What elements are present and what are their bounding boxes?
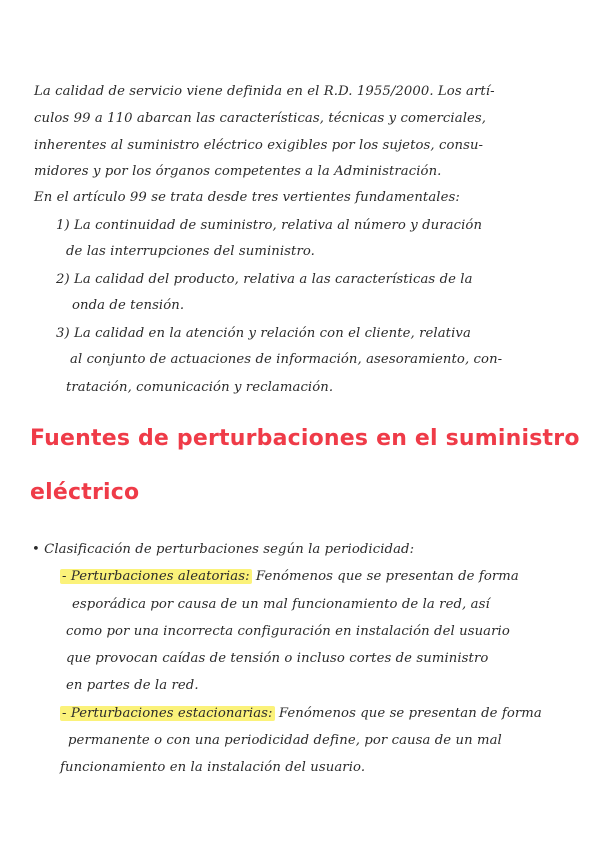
point-2-line-1: 2) La calidad del producto, relativa a las características de la [56, 272, 473, 287]
point-3-line-3: tratación, comunicación y reclamación. [66, 380, 334, 395]
estacionarias-definition-start: Fenómenos que se presentan de forma [274, 706, 542, 721]
section-title-line-1: Fuentes de perturbaciones en el suministro [30, 426, 580, 451]
point-3-line-1: 3) La calidad en la atención y relación con el cliente, relativa [56, 326, 471, 341]
intro-line-2: culos 99 a 110 abarcan las características, técnicas y comerciales, [34, 111, 487, 126]
aleatorias-line-5: en partes de la red. [66, 678, 199, 693]
point-1-line-2: de las interrupciones del suministro. [66, 244, 315, 259]
estacionarias-line-3: funcionamiento en la instalación del usuario. [60, 760, 366, 775]
estacionarias-line-2: permanente o con una periodicidad define, por causa de un mal [68, 733, 502, 748]
section-title-line-2: eléctrico [30, 480, 140, 505]
estacionarias-term: - Perturbaciones estacionarias: [62, 706, 273, 721]
aleatorias-line-3: como por una incorrecta configuración en instalación del usuario [66, 624, 510, 639]
intro-line-1: La calidad de servicio viene definida en el R.D. 1955/2000. Los artí- [34, 84, 495, 99]
classification-heading: • Clasificación de perturbaciones según la periodicidad: [32, 542, 415, 557]
aleatorias-definition-start: Fenómenos que se presentan de forma [251, 569, 519, 584]
aleatorias-term: - Perturbaciones aleatorias: [62, 569, 250, 584]
aleatorias-line-2: esporádica por causa de un mal funcionamiento de la red, así [72, 597, 490, 612]
aleatorias-line-4: que provocan caídas de tensión o incluso cortes de suministro [66, 651, 489, 666]
estacionarias-line-1 [60, 706, 542, 721]
intro-line-3: inherentes al suministro eléctrico exigibles por los sujetos, consu- [34, 138, 484, 153]
aleatorias-line-1 [60, 569, 519, 584]
point-2-line-2: onda de tensión. [72, 298, 185, 313]
point-3-line-2: al conjunto de actuaciones de información, asesoramiento, con- [70, 352, 503, 367]
point-1-line-1: 1) La continuidad de suministro, relativa al número y duración [56, 218, 483, 233]
intro-line-5: En el artículo 99 se trata desde tres vertientes fundamentales: [34, 190, 460, 205]
intro-line-4: midores y por los órganos competentes a la Administración. [34, 164, 442, 179]
